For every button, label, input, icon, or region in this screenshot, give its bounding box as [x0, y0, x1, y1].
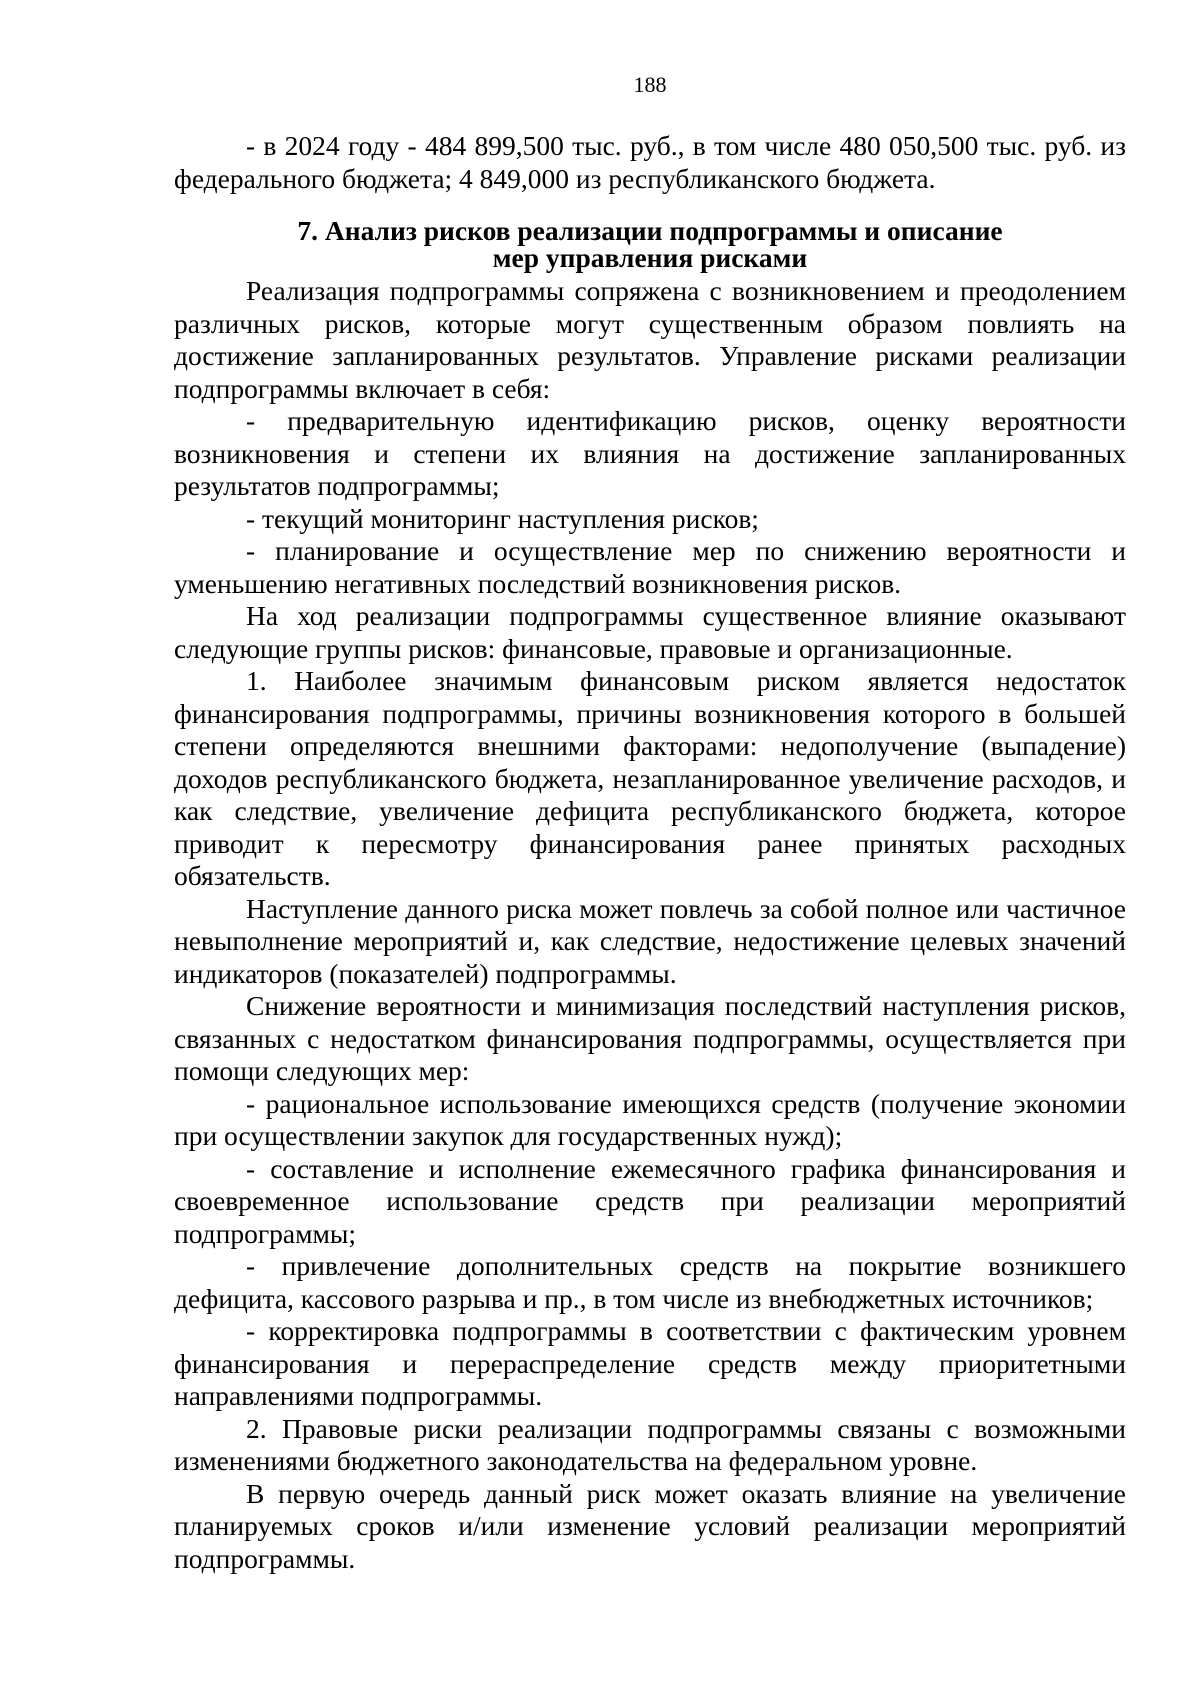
section-heading — [174, 217, 1126, 271]
list-item-additional-funds: - привлечение дополнительных средств на покрытие возникшего дефицита, кассового разрыва и пр., в том числе из внебюджетных источников; — [174, 1250, 1126, 1314]
list-item-identification: - предварительную идентификацию рисков, оценку вероятности возникновения и степени их влияния на достижение запланированных результатов подпрограммы; — [174, 405, 1126, 501]
list-item-adjustment: - корректировка подпрограммы в соответствии с фактическим уровнем финансирования и перераспределение средств между приоритетными направлениями подпрограммы. — [174, 1315, 1126, 1411]
paragraph-legal-risk: 2. Правовые риски реализации подпрограммы связаны с возможными изменениями бюджетного законодательства на федеральном уровне. — [174, 1412, 1126, 1476]
paragraph-risk-consequence: Наступление данного риска может повлечь за собой полное или частичное невыполнение мероприятий и, как следствие, недостижение целевых значений индикаторов (показателей) подпрограммы. — [174, 892, 1126, 989]
budget-2024-paragraph: - в 2024 году - 484 899,500 тыс. руб., в том числе 480 050,500 тыс. руб. из федерального бюджета; 4 849,000 из республиканского бюджета. — [174, 130, 1126, 194]
paragraph-financial-risk: 1. Наиболее значимым финансовым риском является недостаток финансирования подпрограммы, причины возникновения которого в большей степени определяются внешними факторами: недополучение (выпадение) доходов республиканского бюджета, незапланированное увеличение расходов, и как следствие, увеличение дефицита республиканского бюджета, которое приводит к пересмотру финансирования ранее принятых расходных обязательств. — [174, 665, 1126, 891]
paragraph-risk-groups: На ход реализации подпрограммы существенное влияние оказывают следующие группы рисков: финансовые, правовые и организационные. — [174, 600, 1126, 664]
list-item-planning: - планирование и осуществление мер по снижению вероятности и уменьшению негативных последствий возникновения рисков. — [174, 535, 1126, 599]
paragraph-legal-risk-impact: В первую очередь данный риск может оказать влияние на увеличение планируемых сроков и/или изменение условий реализации мероприятий подпрограммы. — [174, 1477, 1126, 1574]
paragraph-risk-intro: Реализация подпрограммы сопряжена с возникновением и преодолением различных рисков, которые могут существенным образом повлиять на достижение запланированных результатов. Управление рисками реализации подпрограммы включает в себя: — [174, 275, 1126, 404]
list-item-rational-use: - рациональное использование имеющихся средств (получение экономии при осуществлении закупок для государственных нужд); — [174, 1087, 1126, 1151]
page-number: 188 — [633, 72, 667, 97]
section-heading-line-2: мер управления рисками — [492, 242, 808, 273]
section-heading-line-1: 7. Анализ рисков реализации подпрограммы и описание — [297, 215, 1003, 246]
document-body — [174, 130, 1126, 1575]
paragraph-risk-mitigation: Снижение вероятности и минимизация последствий наступления рисков, связанных с недостатком финансирования подпрограммы, осуществляется при помощи следующих мер: — [174, 990, 1126, 1086]
list-item-monitoring: - текущий мониторинг наступления рисков; — [246, 502, 759, 534]
list-item-monthly-schedule: - составление и исполнение ежемесячного графика финансирования и своевременное использование средств при реализации мероприятий подпрограммы; — [174, 1152, 1126, 1249]
